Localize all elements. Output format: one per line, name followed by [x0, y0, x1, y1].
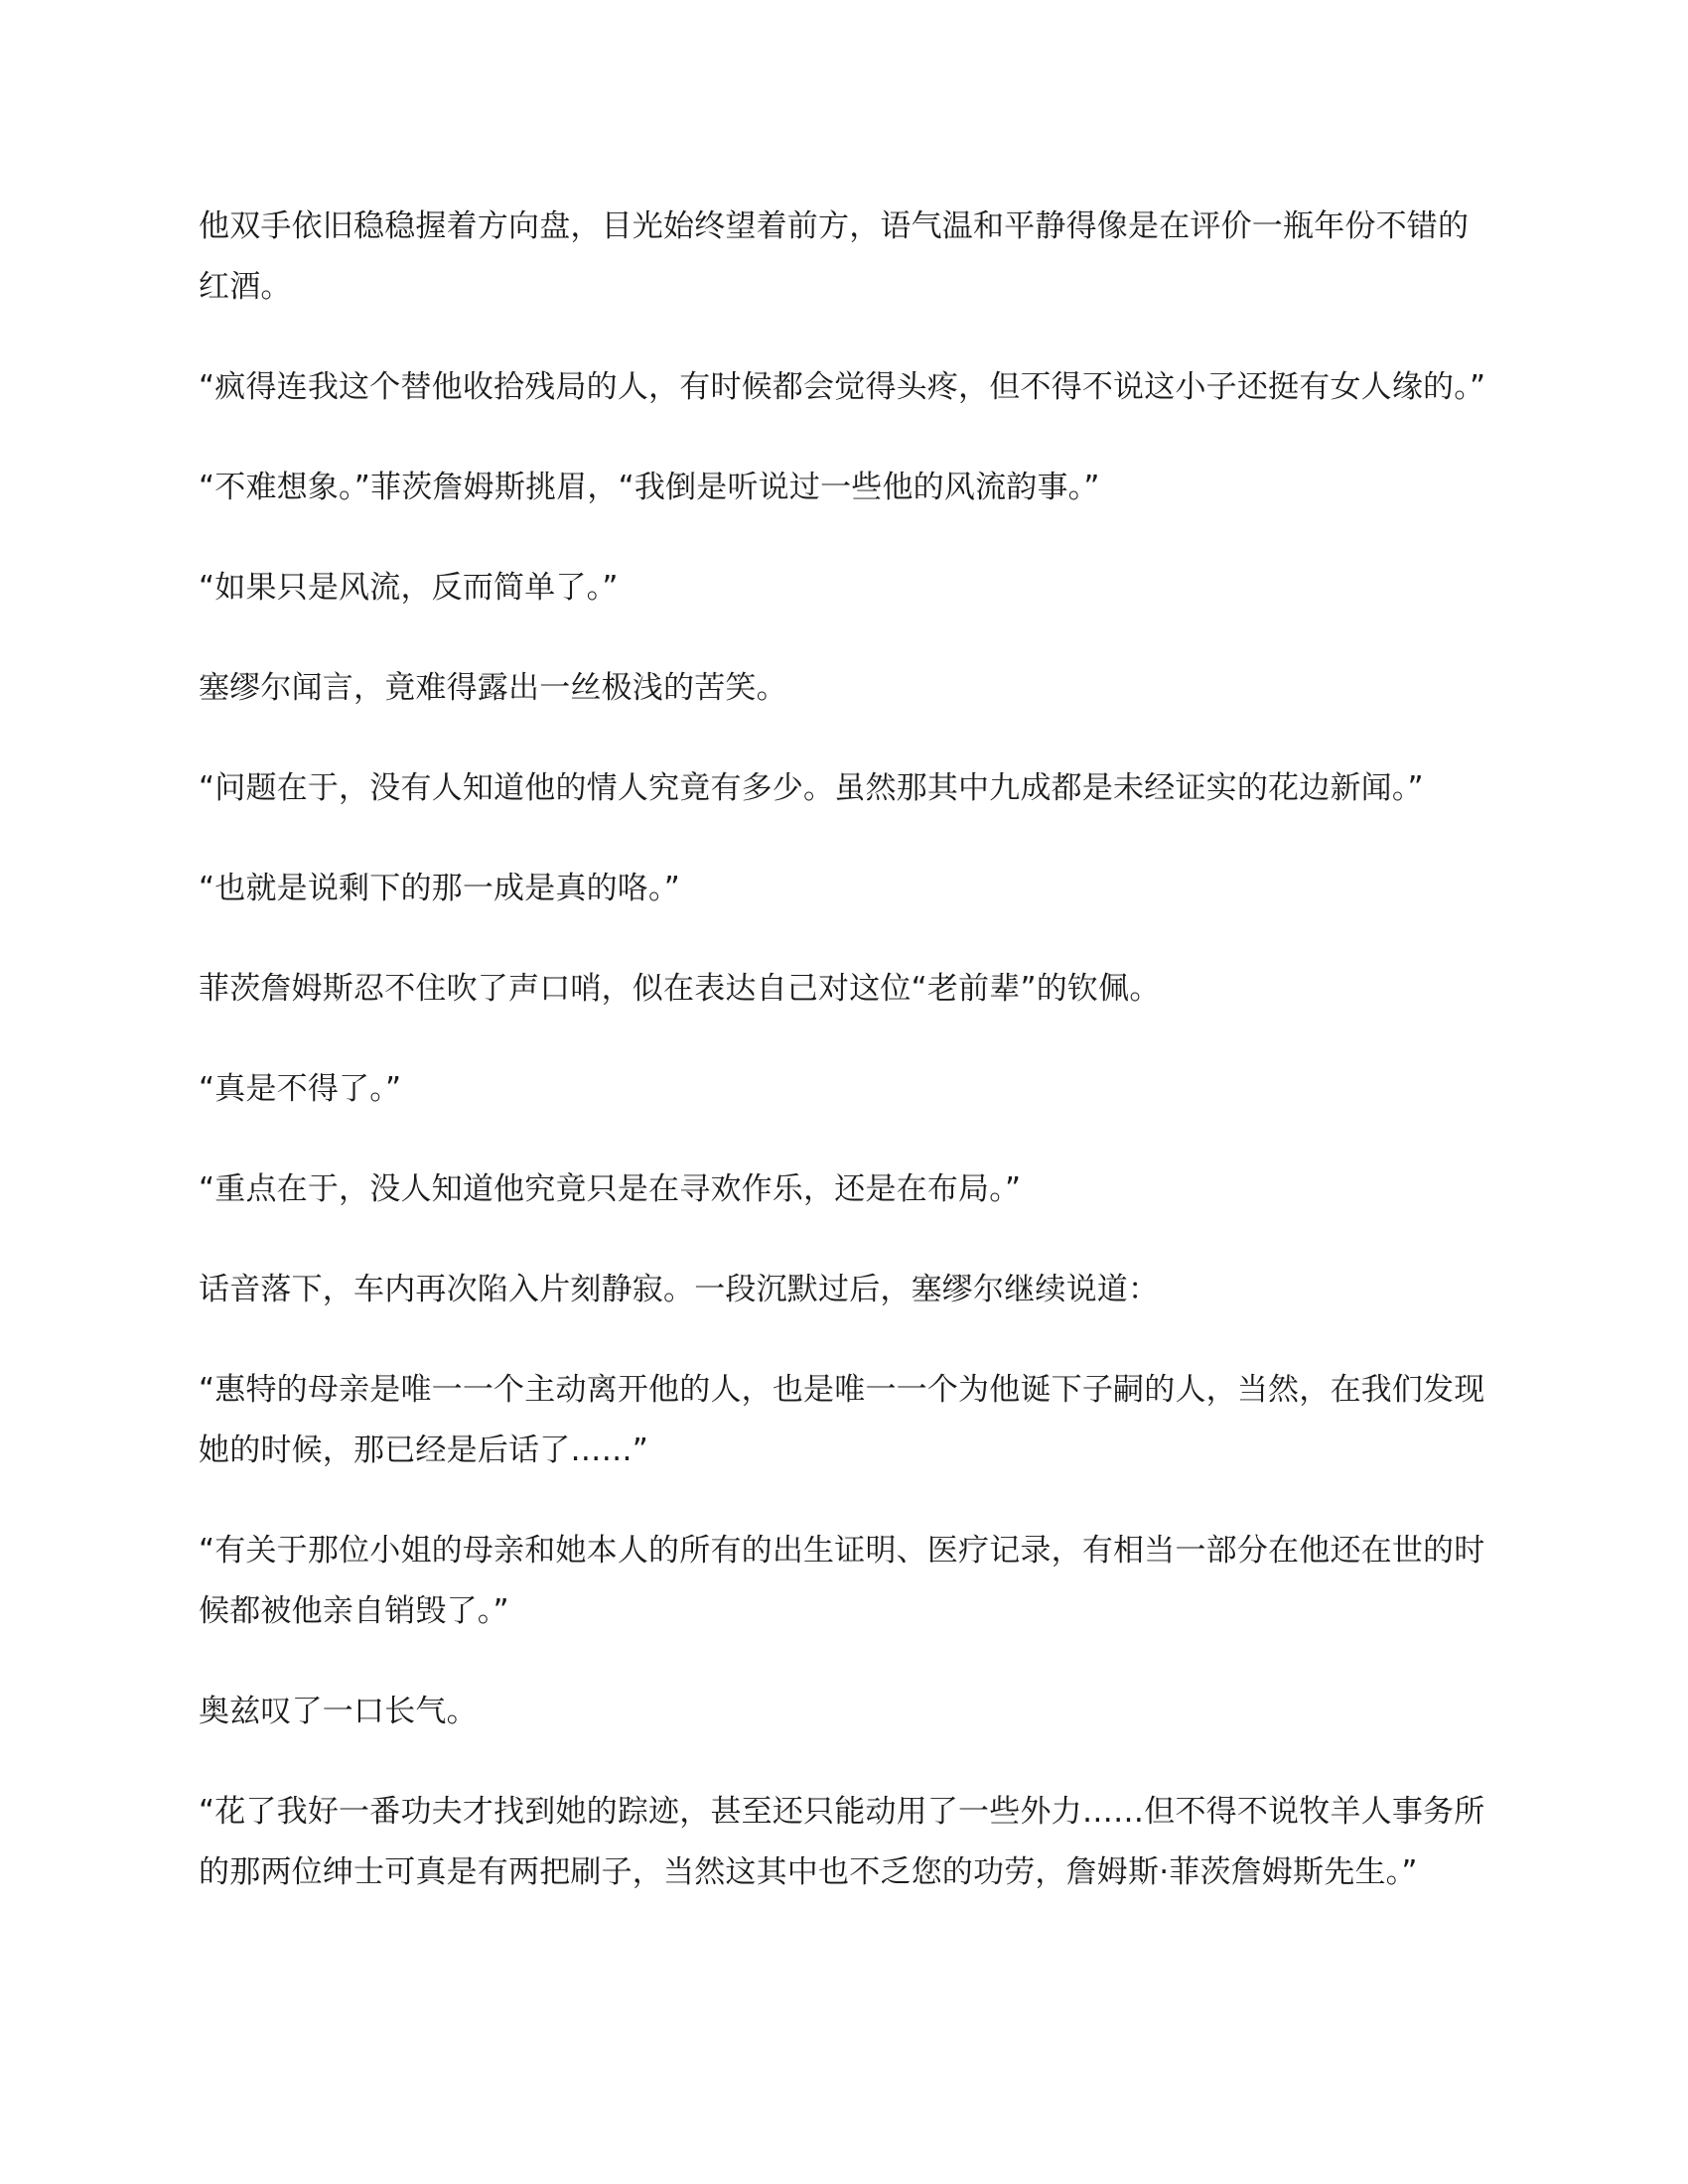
paragraph: “有关于那位小姐的母亲和她本人的所有的出生证明、医疗记录，有相当一部分在他还在世的时候都被他亲自销毁了。”: [199, 1533, 1485, 1629]
body-text: [199, 197, 1489, 1943]
paragraph: “不难想象。”菲茨詹姆斯挑眉，“我倒是听说过一些他的风流韵事。”: [199, 470, 1100, 505]
paragraph: “花了我好一番功夫才找到她的踪迹，甚至还只能动用了一些外力……但不得不说牧羊人事务所的那两位绅士可真是有两把刷子，当然这其中也不乏您的功劳，詹姆斯·菲茨詹姆斯先生。”: [199, 1794, 1485, 1890]
paragraph: 他双手依旧稳稳握着方向盘，目光始终望着前方，语气温和平静得像是在评价一瓶年份不错的红酒。: [199, 208, 1470, 305]
paragraph: “重点在于，没人知道他究竟只是在寻欢作乐，还是在布局。”: [199, 1171, 1022, 1207]
paragraph: 奥兹叹了一口长气。: [199, 1694, 478, 1729]
paragraph: “疯得连我这个替他收拾残局的人，有时候都会觉得头疼，但不得不说这小子还挺有女人缘的。”: [199, 369, 1486, 405]
paragraph: “问题在于，没有人知道他的情人究竟有多少。虽然那其中九成都是未经证实的花边新闻。”: [199, 770, 1424, 806]
paragraph: 塞缪尔闻言，竟难得露出一丝极浅的苦笑。: [199, 670, 787, 706]
paragraph: “惠特的母亲是唯一一个主动离开他的人，也是唯一一个为他诞下子嗣的人，当然，在我们发现她的时候，那已经是后话了……”: [199, 1372, 1485, 1468]
paragraph: “真是不得了。”: [199, 1071, 402, 1107]
paragraph: “如果只是风流，反而简单了。”: [199, 570, 619, 606]
paragraph: 话音落下，车内再次陷入片刻静寂。一段沉默过后，塞缪尔继续说道：: [199, 1272, 1160, 1307]
paragraph: 菲茨詹姆斯忍不住吹了声口哨，似在表达自己对这位“老前辈”的钦佩。: [199, 971, 1161, 1007]
paragraph: “也就是说剩下的那一成是真的咯。”: [199, 871, 681, 906]
